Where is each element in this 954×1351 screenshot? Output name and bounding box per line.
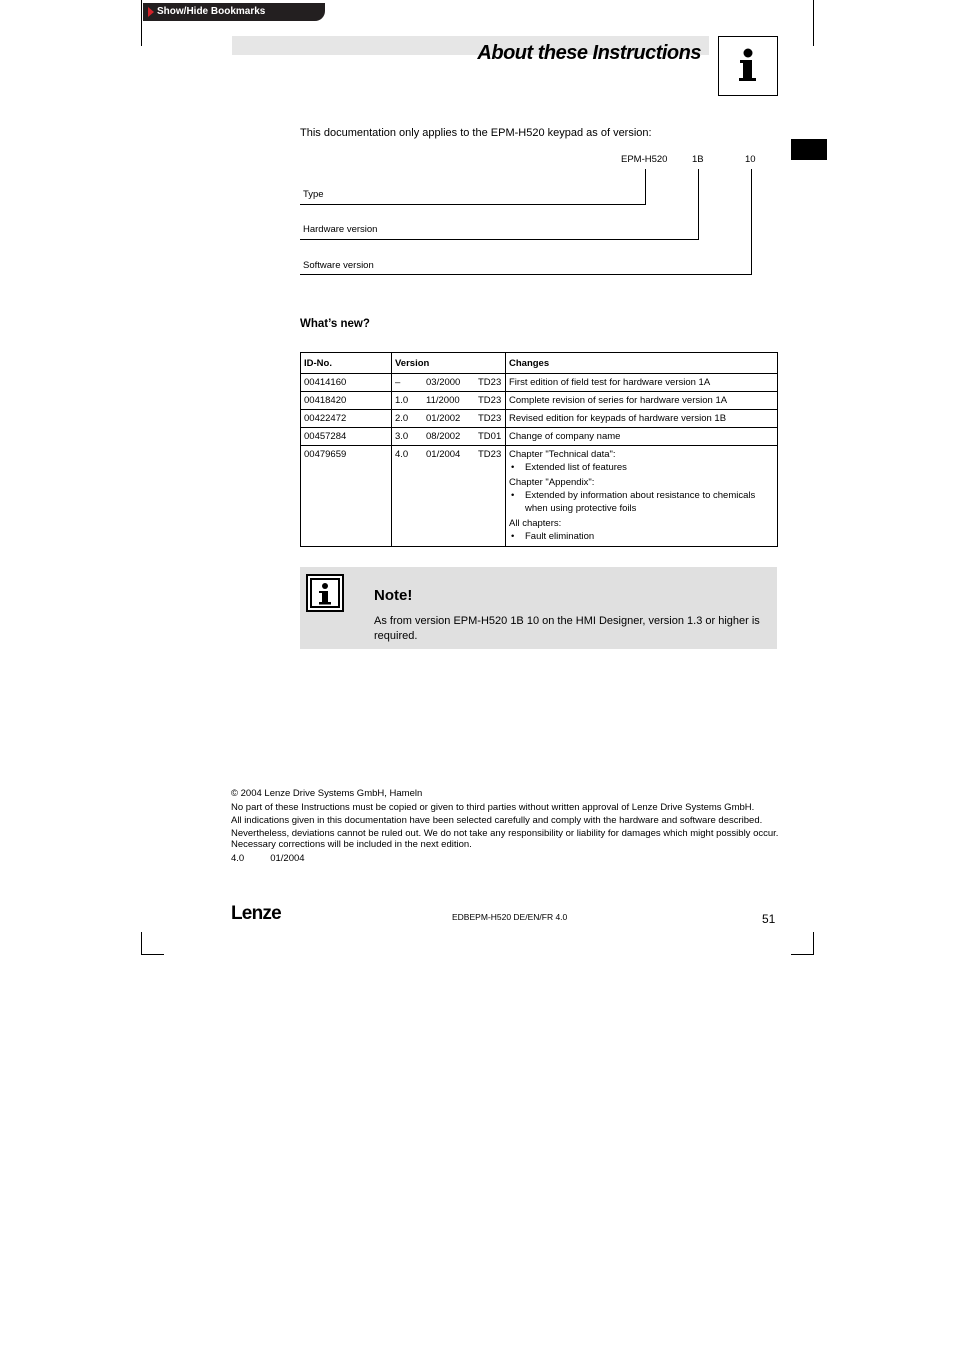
version-cell bbox=[392, 410, 506, 428]
id-cell: 00414160 bbox=[301, 374, 392, 392]
version-number: 2.0 bbox=[395, 413, 409, 424]
legal-line: Nevertheless, deviations cannot be ruled out. We do not take any responsibility or liability for damages which might possibly occur. bbox=[231, 827, 779, 839]
bullet-item: • Extended by information about resistance to chemicals when using protective foils bbox=[509, 489, 774, 515]
type-label: Type bbox=[303, 189, 324, 200]
version-date: 03/2000 bbox=[426, 377, 461, 388]
legal-line: All indications given in this documentation have been selected carefully and comply with the hardware and software described. bbox=[231, 815, 763, 826]
note-title: Note! bbox=[374, 587, 413, 604]
crop-mark-bottom-left-h bbox=[141, 954, 164, 955]
id-cell: 00479659 bbox=[301, 446, 392, 547]
sw-connector-h bbox=[300, 274, 752, 275]
changes-cell: Revised edition for keypads of hardware version 1B bbox=[506, 410, 778, 428]
chapter-heading: Chapter "Technical data": bbox=[509, 449, 616, 460]
crop-mark-bottom-right-v bbox=[813, 932, 814, 954]
hardware-version-label: Hardware version bbox=[303, 224, 378, 235]
lenze-logo: Lenze bbox=[231, 903, 281, 924]
version-date: 11/2000 bbox=[426, 395, 460, 406]
bullet-item: • Fault elimination bbox=[509, 530, 774, 543]
changes-cell: Complete revision of series for hardware version 1A bbox=[506, 392, 778, 410]
chapter-heading: Chapter "Appendix": bbox=[509, 477, 595, 488]
type-connector-v bbox=[645, 169, 646, 205]
version-cell bbox=[392, 428, 506, 446]
legal-footer bbox=[231, 787, 791, 866]
edition-date: 01/2004 bbox=[270, 853, 305, 864]
table-row bbox=[301, 446, 778, 547]
version-code: TD23 bbox=[478, 377, 502, 388]
show-hide-bookmarks-button[interactable] bbox=[143, 3, 325, 21]
changes-cell: Change of company name bbox=[506, 428, 778, 446]
software-version-label: Software version bbox=[303, 260, 374, 271]
version-number: 3.0 bbox=[395, 431, 409, 442]
note-info-icon bbox=[306, 574, 344, 612]
sw-connector-v bbox=[751, 169, 752, 275]
type-connector-h bbox=[300, 204, 646, 205]
version-number: – bbox=[395, 377, 401, 388]
type-code: EPM-H520 bbox=[621, 154, 668, 165]
id-cell: 00457284 bbox=[301, 428, 392, 446]
legal-line: No part of these Instructions must be copied or given to third parties without written approval of Lenze Drive Systems GmbH. bbox=[231, 801, 755, 813]
changes-cell: First edition of field test for hardware version 1A bbox=[506, 374, 778, 392]
version-code: TD23 bbox=[478, 449, 502, 460]
version-cell bbox=[392, 392, 506, 410]
version-code: TD23 bbox=[478, 395, 502, 406]
changes-cell bbox=[506, 446, 778, 547]
page-number: 51 bbox=[762, 912, 776, 926]
info-icon bbox=[718, 36, 778, 96]
version-code: TD23 bbox=[478, 413, 502, 424]
table-row bbox=[301, 374, 778, 392]
hw-connector-v bbox=[698, 169, 699, 240]
software-code: 10 bbox=[745, 154, 756, 165]
col-header-version: Version bbox=[392, 353, 506, 374]
col-header-changes: Changes bbox=[506, 353, 778, 374]
note-text: As from version EPM-H520 1B 10 on the HMI Designer, version 1.3 or higher is required. bbox=[374, 615, 760, 642]
crop-mark-top-left bbox=[141, 0, 142, 46]
table-header-row bbox=[301, 353, 778, 374]
revision-table bbox=[300, 352, 778, 547]
intro-text: This documentation only applies to the EPM-H520 keypad as of version: bbox=[300, 127, 652, 139]
version-cell bbox=[392, 374, 506, 392]
crop-mark-top-right bbox=[813, 0, 814, 46]
legal-line: Necessary corrections will be included in the next edition. bbox=[231, 839, 472, 850]
crop-mark-bottom-left-v bbox=[141, 932, 142, 954]
version-date: 01/2004 bbox=[426, 449, 461, 460]
version-code: TD01 bbox=[478, 431, 502, 442]
version-date: 08/2002 bbox=[426, 431, 461, 442]
document-id: EDBEPM-H520 DE/EN/FR 4.0 bbox=[452, 912, 568, 922]
hardware-code: 1B bbox=[692, 154, 704, 165]
table-row bbox=[301, 410, 778, 428]
version-number: 1.0 bbox=[395, 395, 409, 406]
whats-new-heading: What’s new? bbox=[300, 318, 370, 330]
section-tab-marker bbox=[791, 139, 827, 160]
edition-line bbox=[231, 852, 791, 866]
table-row bbox=[301, 428, 778, 446]
version-date: 01/2002 bbox=[426, 413, 461, 424]
copyright-line: © 2004 Lenze Drive Systems GmbH, Hameln bbox=[231, 788, 423, 799]
page-title: About these Instructions bbox=[477, 42, 701, 64]
crop-mark-bottom-right-h bbox=[791, 954, 814, 955]
arrow-right-icon bbox=[148, 7, 154, 17]
bookmark-label: Show/Hide Bookmarks bbox=[157, 6, 266, 17]
chapter-heading: All chapters: bbox=[509, 518, 562, 529]
bullet-item: • Extended list of features bbox=[509, 461, 774, 474]
version-cell bbox=[392, 446, 506, 547]
col-header-id: ID-No. bbox=[301, 353, 392, 374]
id-cell: 00418420 bbox=[301, 392, 392, 410]
table-row bbox=[301, 392, 778, 410]
id-cell: 00422472 bbox=[301, 410, 392, 428]
version-number: 4.0 bbox=[395, 449, 409, 460]
hw-connector-h bbox=[300, 239, 699, 240]
edition-version: 4.0 bbox=[231, 853, 245, 864]
